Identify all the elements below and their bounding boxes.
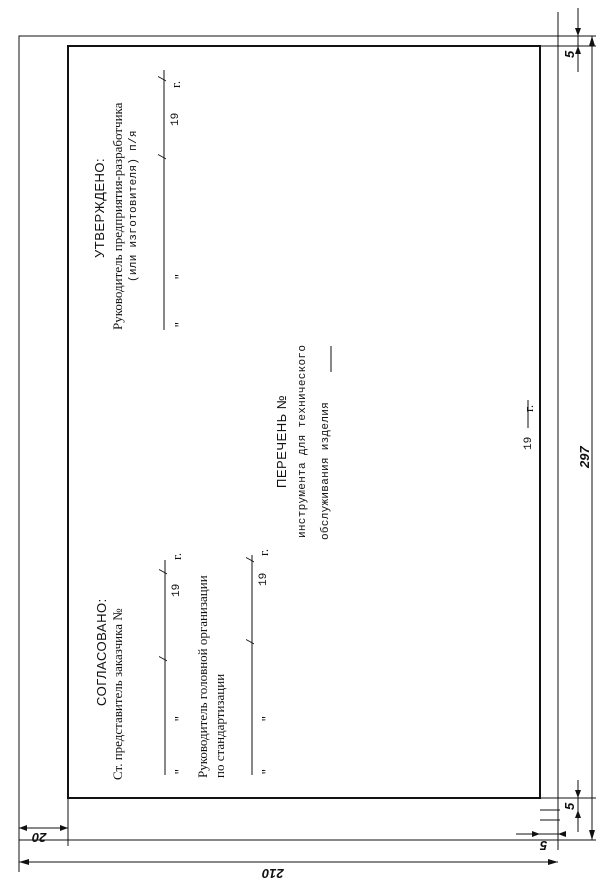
arrow	[60, 825, 68, 831]
arrow	[19, 859, 29, 865]
center-line1: инструмента для технического	[297, 344, 309, 538]
slash-mark: /	[158, 153, 170, 160]
slash-mark: /	[158, 75, 170, 82]
dim-label-5-left: 5	[540, 838, 548, 853]
right-block-line1: Руководитель предприятия-разработчика	[110, 102, 125, 330]
quote-mark: "	[175, 768, 187, 775]
center-line2: обслуживания изделия	[320, 401, 332, 540]
quote-mark: "	[175, 321, 187, 328]
left-block-line2: Руководитель головной организации	[195, 575, 210, 778]
list-title: ПЕРЕЧЕНЬ №	[274, 394, 289, 488]
arrow	[575, 28, 581, 36]
arrow	[19, 825, 27, 831]
year-suffix: г.	[256, 548, 271, 556]
slash-mark: /	[159, 655, 171, 662]
slash-mark: /	[246, 556, 258, 563]
year-prefix: 19	[171, 583, 183, 597]
year-suffix: г.	[169, 552, 184, 560]
dim-label-5-top: 5	[562, 50, 577, 58]
left-block-line1: Ст. представитель заказчика №	[110, 608, 125, 780]
center-year-suffix: г.	[521, 404, 536, 412]
arrow	[589, 830, 595, 840]
quote-mark: "	[175, 273, 187, 280]
quote-mark: "	[175, 715, 187, 722]
year-suffix: г.	[168, 80, 183, 88]
right-block-line2: (или изготовителя) п/я	[128, 130, 140, 282]
left-block-heading: СОГЛАСОВАНО:	[94, 598, 109, 706]
slash-mark: /	[246, 638, 258, 645]
quote-mark: "	[262, 715, 274, 722]
center-year-prefix: 19	[523, 436, 535, 450]
arrow	[589, 36, 595, 46]
dim-label-20: 20	[32, 830, 47, 845]
arrow	[575, 790, 581, 798]
arrow	[532, 831, 540, 837]
arrow	[548, 859, 558, 865]
arrow	[558, 831, 566, 837]
dim-label-210: 210	[262, 866, 284, 881]
year-prefix: 19	[258, 572, 270, 586]
slash-mark: /	[159, 568, 171, 575]
right-block-heading: УТВЕРЖДЕНО:	[92, 157, 107, 258]
year-prefix: 19	[170, 112, 182, 126]
arrow	[575, 810, 581, 818]
dim-label-5-bottom: 5	[562, 802, 577, 810]
left-block-line3: по стандартизации	[212, 673, 227, 778]
dim-label-297: 297	[577, 446, 592, 468]
quote-mark: "	[262, 768, 274, 775]
